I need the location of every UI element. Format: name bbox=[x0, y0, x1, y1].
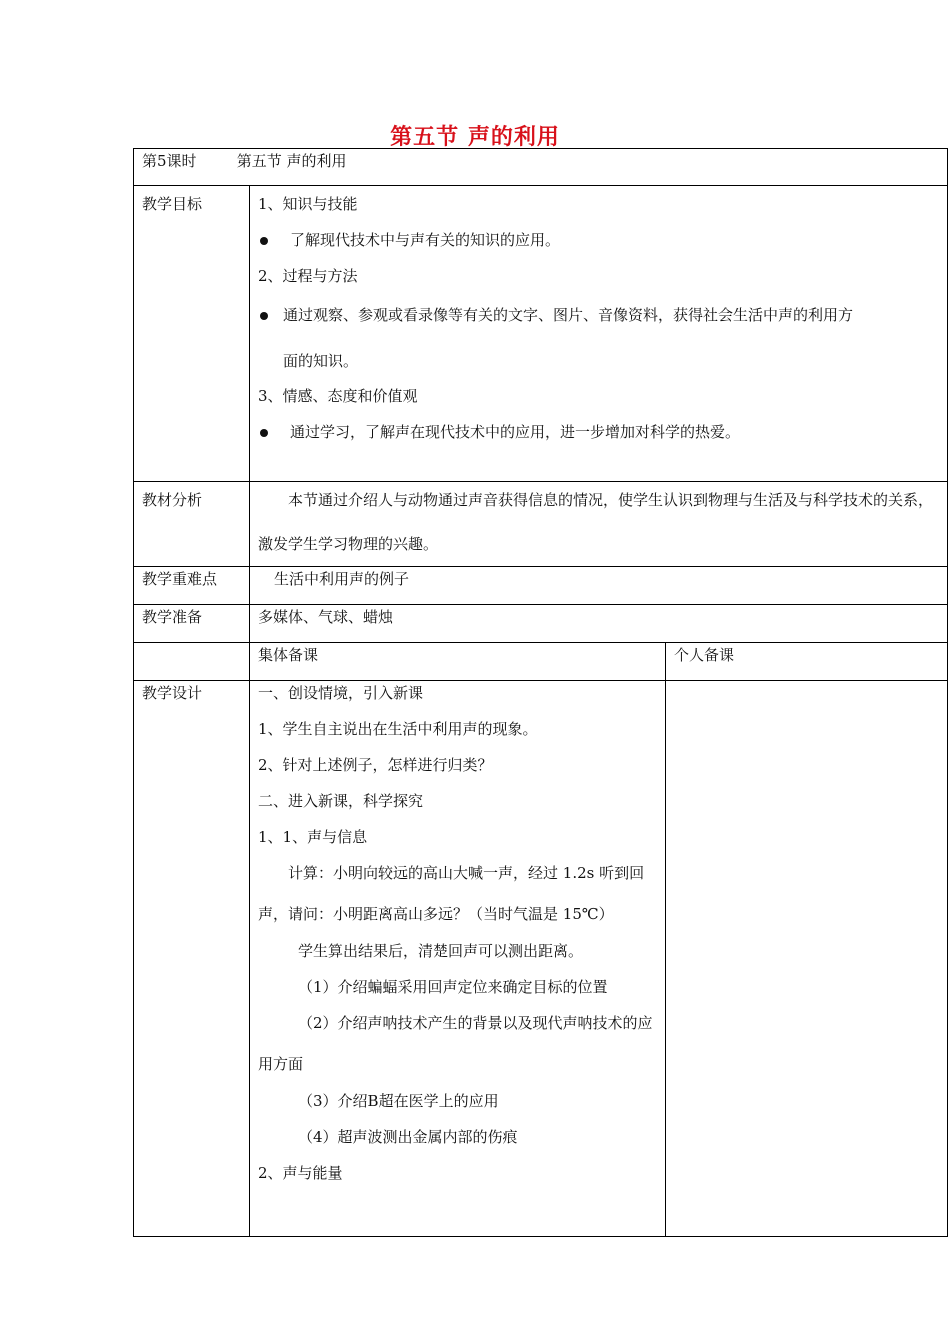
design-row bbox=[134, 681, 948, 1237]
design-item-1: （1）介绍蝙蝠采用回声定位来确定目标的位置 bbox=[298, 978, 608, 996]
key-points-label: 教学重难点 bbox=[134, 567, 250, 605]
design-line: 1、学生自主说出在生活中利用声的现象。 bbox=[258, 720, 538, 738]
key-points-row bbox=[134, 567, 948, 605]
emotion-item bbox=[258, 420, 939, 444]
emotion-heading: 3、情感、态度和价值观 bbox=[258, 387, 418, 405]
after-calc: 学生算出结果后，清楚回声可以测出距离。 bbox=[298, 942, 584, 960]
design-label: 教学设计 bbox=[134, 681, 250, 1237]
empty-cell bbox=[134, 643, 250, 681]
design-line: 2、针对上述例子，怎样进行归类？ bbox=[258, 756, 493, 774]
bullet-icon bbox=[260, 312, 268, 320]
design-item-3: （3）介绍B超在医学上的应用 bbox=[298, 1092, 499, 1110]
column-headers-row bbox=[134, 643, 948, 681]
goals-content bbox=[250, 186, 948, 482]
process-item bbox=[258, 292, 939, 384]
analysis-content bbox=[250, 482, 948, 567]
design-line: 一、创设情境，引入新课 bbox=[258, 684, 424, 702]
analysis-text: 本节通过介绍人与动物通过声音获得信息的情况，使学生认识到物理与生活及与科学技术的关系，激发学生学习物理的兴趣。 bbox=[258, 491, 934, 553]
document-title: 第五节 声的利用 bbox=[390, 125, 560, 150]
knowledge-item bbox=[258, 228, 939, 252]
preparation-row bbox=[134, 605, 948, 643]
period-label: 第5课时 bbox=[142, 152, 197, 170]
design-item-4: （4）超声波测出金属内部的伤痕 bbox=[298, 1128, 518, 1146]
key-points-text: 生活中利用声的例子 bbox=[250, 567, 948, 605]
design-content bbox=[250, 681, 666, 1237]
process-item-text-b: 面的知识。 bbox=[283, 352, 359, 370]
process-item-text-a: 通过观察、参观或看录像等有关的文字、图片、音像资料，获得社会生活中声的利用方 bbox=[283, 306, 854, 324]
bullet-icon bbox=[260, 429, 268, 437]
emotion-item-text: 通过学习，了解声在现代技术中的应用，进一步增加对科学的热爱。 bbox=[290, 423, 741, 441]
bullet-icon bbox=[260, 237, 268, 245]
group-prep-header: 集体备课 bbox=[250, 643, 666, 681]
goals-row bbox=[134, 186, 948, 482]
knowledge-heading: 1、知识与技能 bbox=[258, 195, 358, 213]
header-row bbox=[134, 149, 948, 186]
header-cell bbox=[134, 149, 948, 186]
calc-problem: 计算：小明向较远的高山大喊一声，经过 1.2s 听到回声，请问：小明距离高山多远？（当时气温是 15℃） bbox=[258, 864, 645, 923]
knowledge-item-text: 了解现代技术中与声有关的知识的应用。 bbox=[290, 231, 561, 249]
preparation-text: 多媒体、气球、蜡烛 bbox=[250, 605, 948, 643]
design-item-2: （2）介绍声呐技术产生的背景以及现代声呐技术的应用方面 bbox=[258, 1014, 653, 1073]
design-line: 二、进入新课，科学探究 bbox=[258, 792, 424, 810]
personal-prep-content bbox=[666, 681, 948, 1237]
goals-label: 教学目标 bbox=[134, 186, 250, 482]
design-last: 2、声与能量 bbox=[258, 1164, 343, 1182]
topic-label: 第五节 声的利用 bbox=[236, 152, 347, 170]
preparation-label: 教学准备 bbox=[134, 605, 250, 643]
design-line: 1、1、声与信息 bbox=[258, 828, 368, 846]
personal-prep-header: 个人备课 bbox=[666, 643, 948, 681]
analysis-label: 教材分析 bbox=[134, 482, 250, 567]
process-heading: 2、过程与方法 bbox=[258, 267, 358, 285]
lesson-plan-table bbox=[133, 148, 948, 1237]
analysis-row bbox=[134, 482, 948, 567]
